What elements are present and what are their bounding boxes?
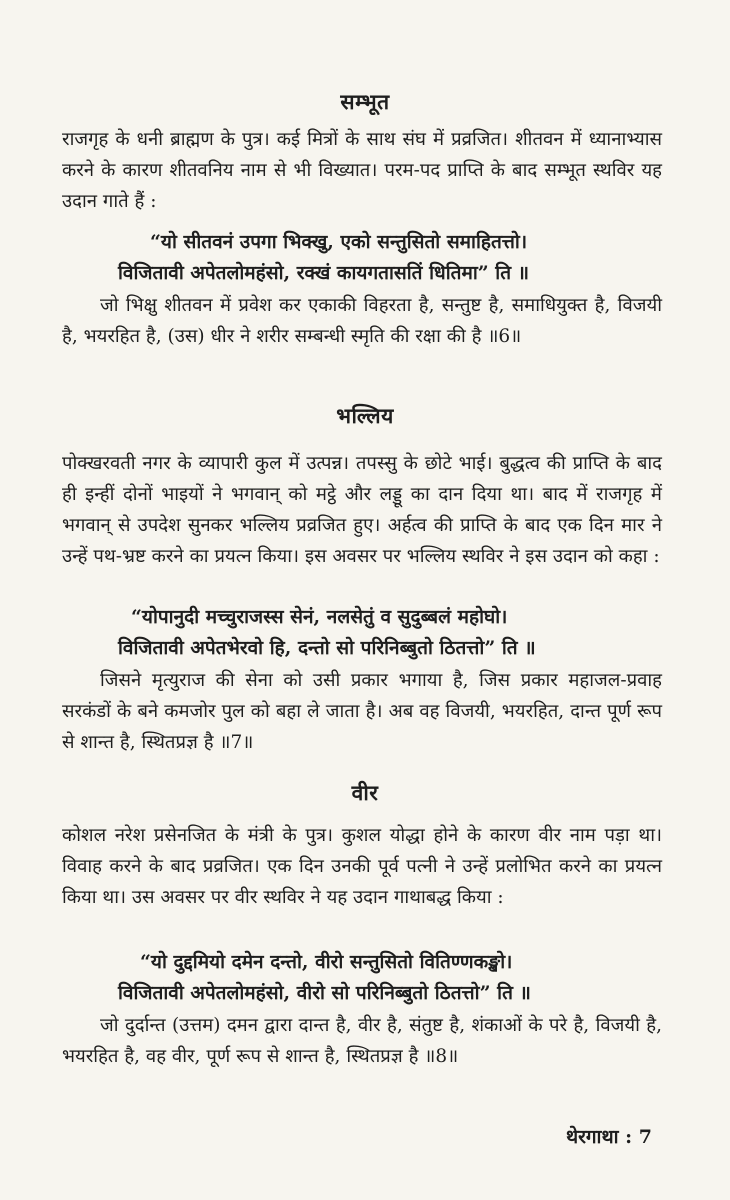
verse-line-1-bhalliya: “योपानुदी मच्चुराजस्स सेनं, नलसेतुं व सुदुब्बलं महोघो। <box>131 606 508 628</box>
section-translation-sambhuta: जो भिक्षु शीतवन में प्रवेश कर एकाकी विहरता है, सन्तुष्ट है, समाधियुक्त है, विजयी है, भयरहित है, (उस) धीर ने शरीर सम्बन्धी स्मृति की रक्षा की है ॥6॥ <box>62 295 662 347</box>
section-translation-vira: जो दुर्दान्त (उत्तम) दमन द्वारा दान्त है, वीर है, संतुष्ट है, शंकाओं के परे है, विजयी है, भयरहित है, वह वीर, पूर्ण रूप से शान्त है, स्थितप्रज्ञ है ॥8॥ <box>62 1015 662 1067</box>
section-title-vira: वीर <box>351 780 379 805</box>
section-intro-vira: कोशल नरेश प्रसेनजित के मंत्री के पुत्र। कुशल योद्धा होने के कारण वीर नाम पड़ा था। विवाह करने के बाद प्रव्रजित। एक दिन उनकी पूर्व पत्नी ने उन्हें प्रलोभित करने का प्रयत्न किया था। उस अवसर पर वीर स्थविर ने यह उदान गाथाबद्ध किया : <box>62 825 662 908</box>
page-footer-label: थेरगाथा : 7 <box>565 1126 652 1148</box>
verse-line-1-vira: “यो दुद्दमियो दमेन दन्तो, वीरो सन्तुसितो वितिण्णकङ्खो। <box>140 951 513 973</box>
section-intro-bhalliya: पोक्खरवती नगर के व्यापारी कुल में उत्पन्न। तपस्सु के छोटे भाई। बुद्धत्व की प्राप्ति के बाद ही इन्हीं दोनों भाइयों ने भगवान् को मट्ठे और लड्डू का दान दिया था। बाद में राजगृह में भगवान् से उपदेश सुनकर भल्लिय प्रव्रजित हुए। अर्हत्व की प्राप्ति के बाद एक दिन मार ने उन्हें पथ-भ्रष्ट करने का प्रयत्न किया। इस अवसर पर भल्लिय स्थविर ने इस उदान को कहा : <box>62 453 662 567</box>
verse-line-2-vira: विजितावी अपेतलोमहंसो, वीरो सो परिनिब्बुतो ठितत्तो” ति ॥ <box>118 982 531 1004</box>
section-intro-sambhuta: राजगृह के धनी ब्राह्मण के पुत्र। कई मित्रों के साथ संघ में प्रव्रजित। शीतवन में ध्यानाभ्यास करने के कारण शीतवनिय नाम से भी विख्यात। परम-पद प्राप्ति के बाद सम्भूत स्थविर यह उदान गाते हैं : <box>62 129 662 212</box>
section-translation-bhalliya: जिसने मृत्युराज की सेना को उसी प्रकार भगाया है, जिस प्रकार महाजल-प्रवाह सरकंडों के बने कमजोर पुल को बहा ले जाता है। अब वह विजयी, भयरहित, दान्त पूर्ण रूप से शान्त है, स्थितप्रज्ञ है ॥7॥ <box>62 670 662 753</box>
verse-line-2-sambhuta: विजितावी अपेतलोमहंसो, रक्खं कायगतासतिं धितिमा” ति ॥ <box>118 262 530 284</box>
verse-line-1-sambhuta: “यो सीतवनं उपगा भिक्खु, एको सन्तुसितो समाहितत्तो। <box>150 231 528 253</box>
section-title-sambhuta: सम्भूत <box>340 89 390 114</box>
verse-line-2-bhalliya: विजितावी अपेतभेरवो हि, दन्तो सो परिनिब्बुतो ठितत्तो” ति ॥ <box>118 637 536 659</box>
section-title-bhalliya: भल्लिय <box>336 403 394 428</box>
